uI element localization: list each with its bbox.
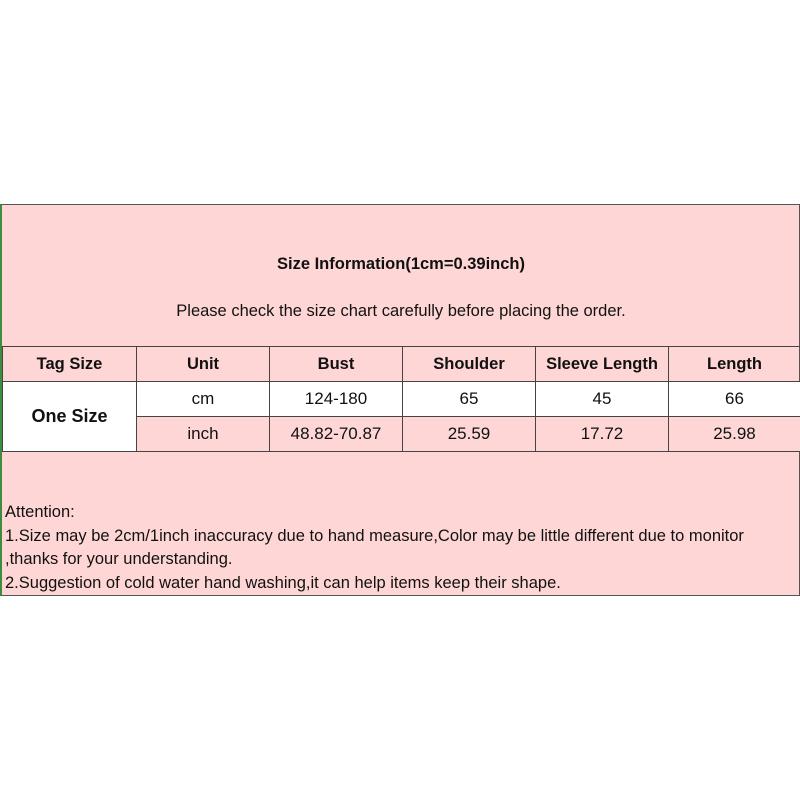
table-header-row: [3, 347, 800, 382]
length-cell: 25.98: [669, 417, 800, 452]
sleeve-length-cell: 45: [536, 382, 669, 417]
bust-cell: 124-180: [270, 382, 403, 417]
header-tag-size: Tag Size: [3, 347, 137, 382]
chart-title: Size Information(1cm=0.39inch): [276, 255, 526, 273]
tag-size-cell: One Size: [3, 382, 137, 452]
header-length: Length: [669, 347, 800, 382]
unit-cell: cm: [137, 382, 270, 417]
size-table: [2, 346, 800, 452]
header-unit: Unit: [137, 347, 270, 382]
attention-heading: Attention:: [5, 503, 75, 521]
attention-note-1: 1.Size may be 2cm/1inch inaccuracy due to hand measure,Color may be little different due to monitor ,thanks for your understanding.: [5, 526, 744, 568]
shoulder-cell: 65: [403, 382, 536, 417]
table-row: [3, 382, 800, 417]
attention-notes: [5, 501, 795, 595]
header-shoulder: Shoulder: [403, 347, 536, 382]
shoulder-cell: 25.59: [403, 417, 536, 452]
size-chart: [0, 204, 800, 596]
header-bust: Bust: [270, 347, 403, 382]
unit-cell: inch: [137, 417, 270, 452]
header-sleeve-length: Sleeve Length: [536, 347, 669, 382]
chart-header: [2, 205, 800, 347]
chart-subtitle: Please check the size chart carefully before placing the order.: [176, 302, 626, 320]
attention-note-2: 2.Suggestion of cold water hand washing,it can help items keep their shape.: [5, 573, 561, 592]
length-cell: 66: [669, 382, 800, 417]
sleeve-length-cell: 17.72: [536, 417, 669, 452]
bust-cell: 48.82-70.87: [270, 417, 403, 452]
